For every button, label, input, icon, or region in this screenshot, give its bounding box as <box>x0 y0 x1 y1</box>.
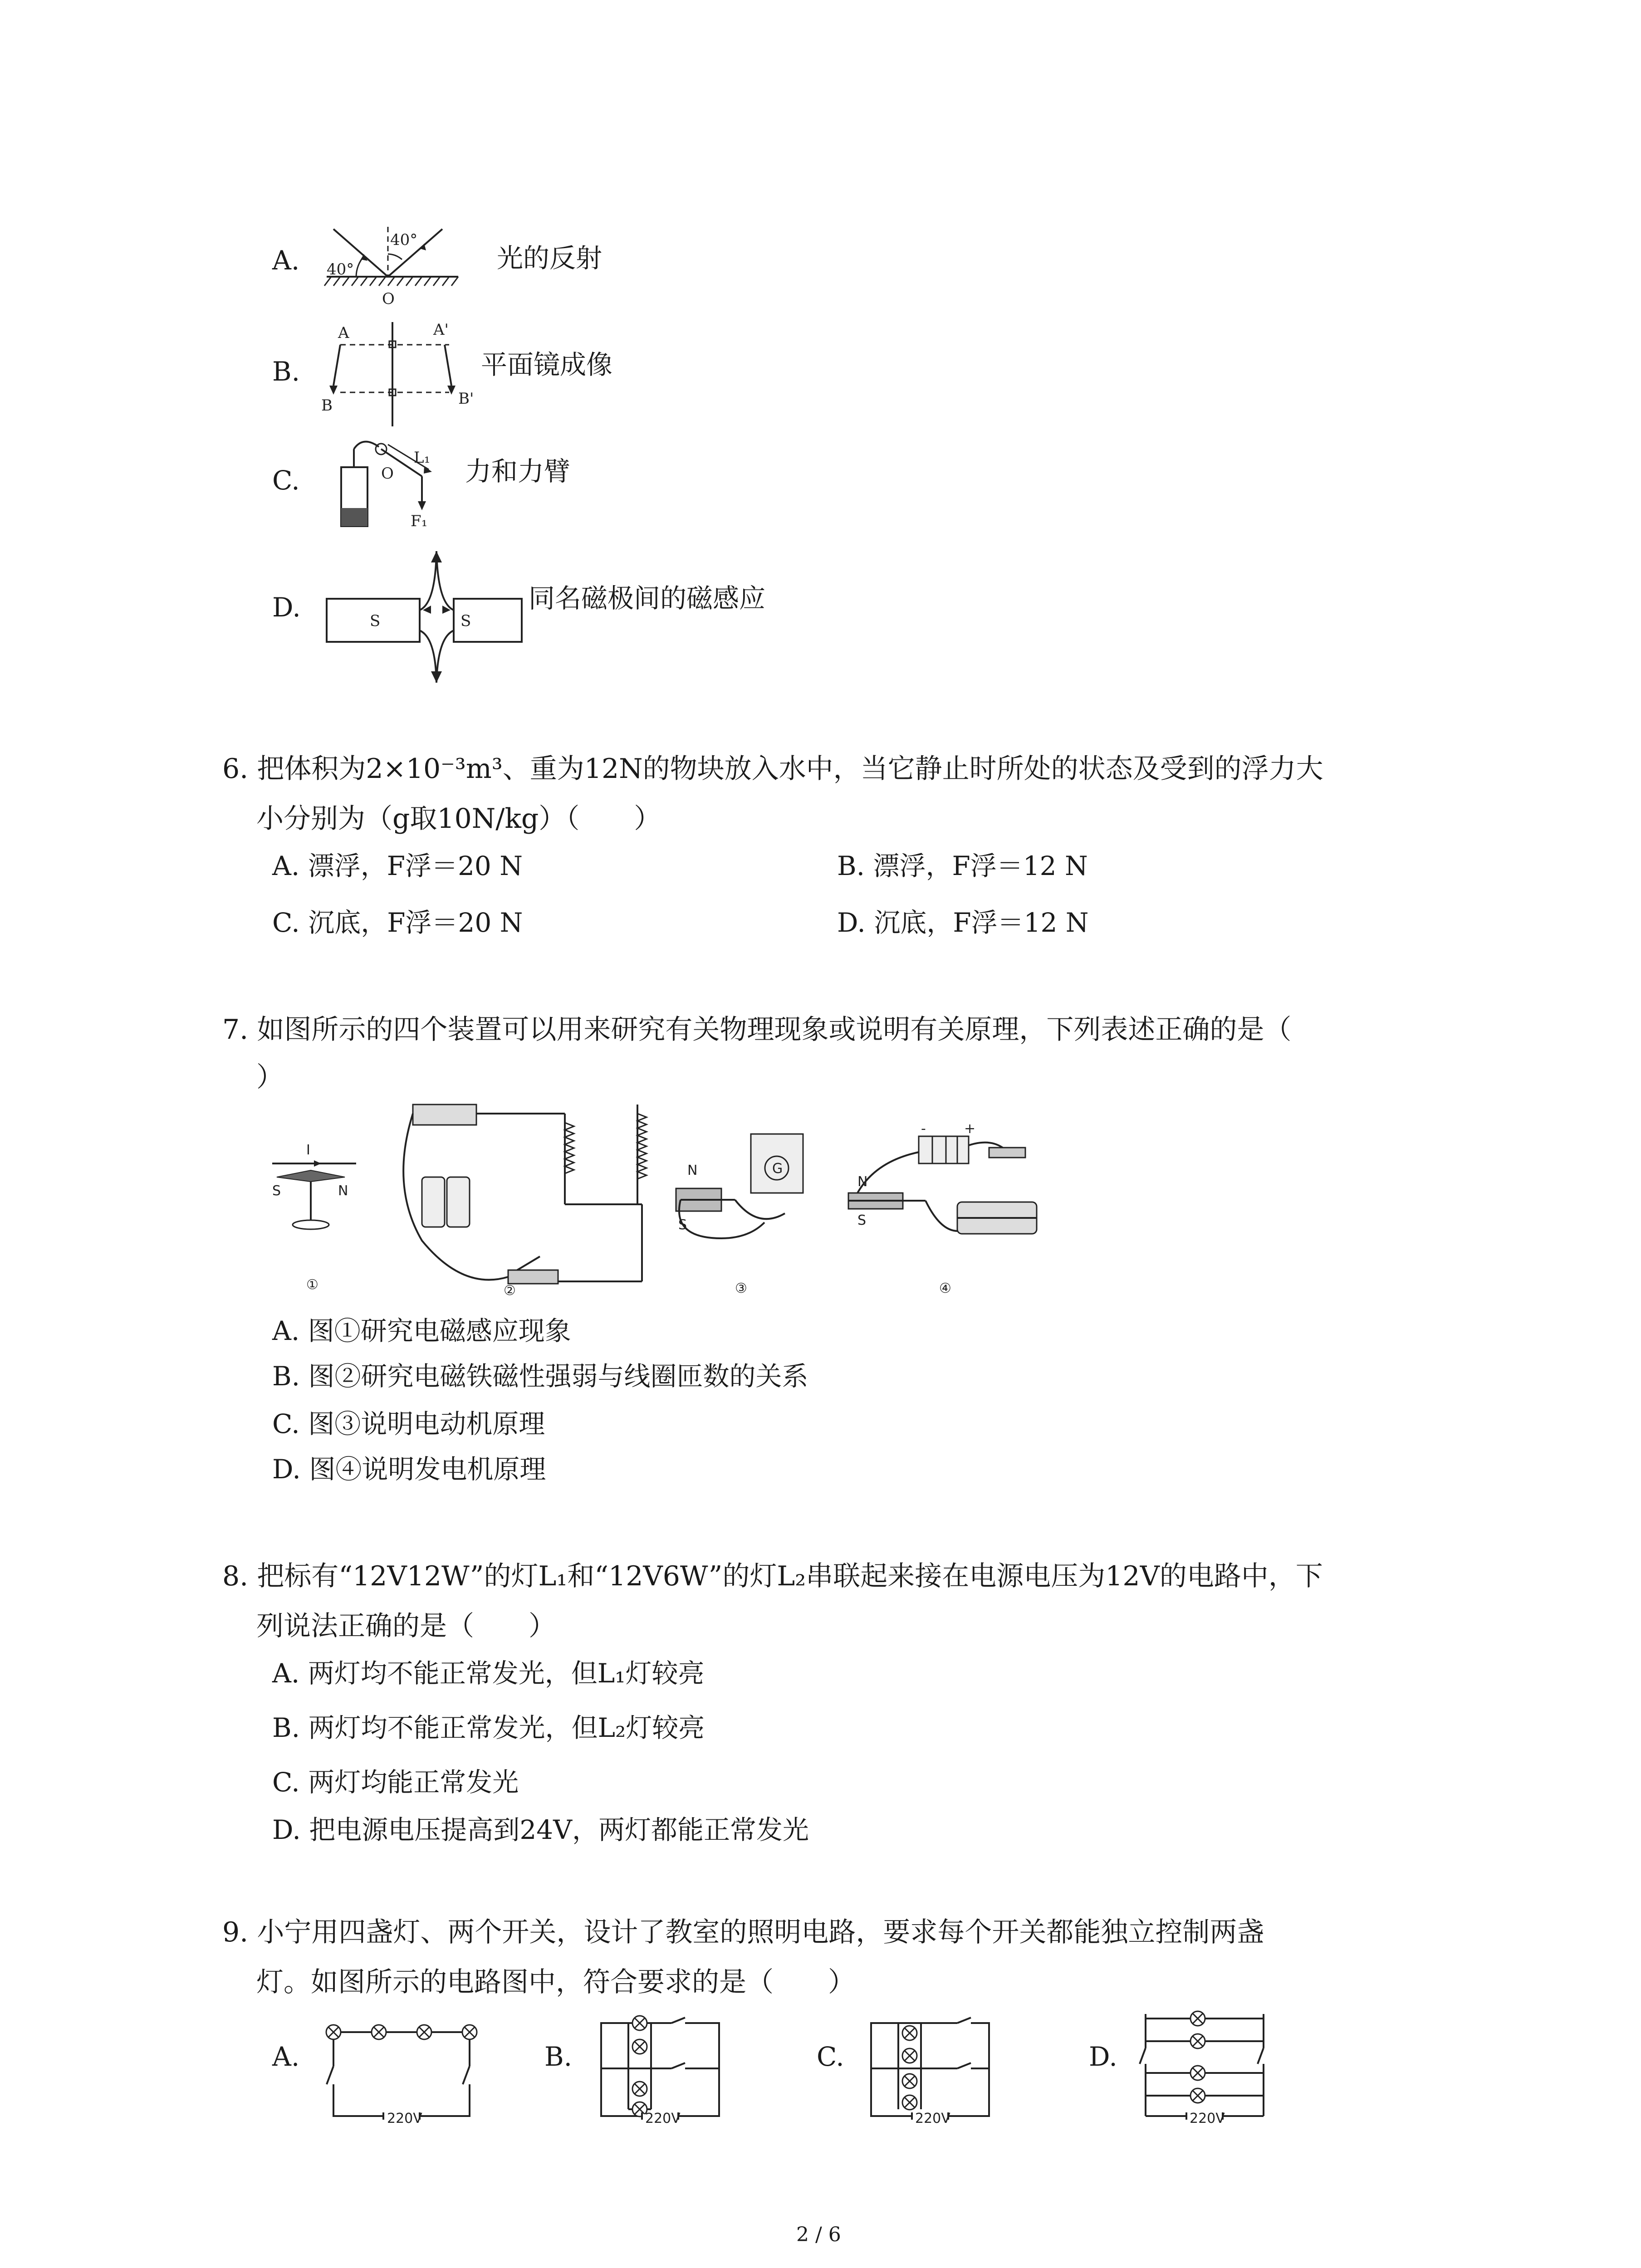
q7-option-a-letter: A. <box>272 1315 300 1346</box>
q7-fig3-label-g: G <box>772 1161 783 1177</box>
q6-option-c[interactable] <box>272 909 523 936</box>
q9-circuit-b <box>594 2005 730 2127</box>
q9-stem-line1: 9. 小宁用四盏灯、两个开关，设计了教室的照明电路，要求每个开关都能独立控制两盏 <box>222 1916 1264 1948</box>
q8-option-c[interactable] <box>272 1767 519 1798</box>
q8-stem-line1: 8. 把标有“12V12W”的灯L₁和“12V6W”的灯L₂串联起来接在电源电压为12V的电路中，下 <box>222 1560 1323 1592</box>
q9-a-voltage: 220V <box>387 2111 422 2126</box>
q6-option-b[interactable] <box>837 850 1088 881</box>
q7-option-b-letter: B. <box>272 1361 300 1392</box>
q6-option-a-letter: A. <box>272 850 300 881</box>
q9-c-voltage: 220V <box>915 2111 950 2126</box>
q6-option-b-text: 漂浮，F浮＝12 N <box>873 850 1088 881</box>
q5-b-label-a: A <box>338 324 349 342</box>
q7-fig4-label-minus: - <box>921 1121 926 1137</box>
q7-fig1-label-n: N <box>338 1183 348 1199</box>
q7-option-d-text: 图④说明发电机原理 <box>309 1454 546 1485</box>
q5-c-label-o: O <box>381 464 394 483</box>
q7-fig1-label-i: I <box>306 1142 310 1158</box>
q5-option-b-text: 平面镜成像 <box>481 349 613 380</box>
q9-circuit-c <box>864 2005 1000 2127</box>
q7-fig1-label-s: S <box>272 1183 281 1199</box>
q9-option-a-letter[interactable]: A. <box>272 2041 300 2072</box>
q9-stem-line2: 灯。如图所示的电路图中，符合要求的是（ ） <box>256 1966 855 1998</box>
q9-circuit-a <box>320 2005 483 2127</box>
q7-fig4-num: ④ <box>939 1281 951 1296</box>
q9-option-d-letter[interactable]: D. <box>1089 2041 1117 2072</box>
q5-option-a-letter: A. <box>272 245 300 276</box>
q5-option-a-figure <box>313 218 476 318</box>
q8-option-a[interactable] <box>272 1658 705 1689</box>
q7-option-c[interactable] <box>272 1408 545 1439</box>
q6-option-d[interactable] <box>837 909 1089 936</box>
q6-stem-line2: 小分别为（g取10N/kg）（ ） <box>256 803 661 835</box>
q7-fig4-label-s: S <box>857 1212 867 1228</box>
q7-option-a-text: 图①研究电磁感应现象 <box>308 1315 571 1346</box>
page-number: 2 / 6 <box>796 2223 841 2246</box>
q6-option-a[interactable] <box>272 850 523 881</box>
q6-option-a-text: 漂浮，F浮＝20 N <box>308 850 523 881</box>
q8-option-c-letter: C. <box>272 1767 300 1798</box>
q6-option-d-letter: D. <box>837 907 866 938</box>
q5-option-d-letter: D. <box>272 592 301 623</box>
q6-stem-line1: 6. 把体积为2×10⁻³m³、重为12N的物块放入水中，当它静止时所处的状态及受到的浮力大 <box>222 753 1323 785</box>
q7-option-b-text: 图②研究电磁铁磁性强弱与线圈匝数的关系 <box>308 1361 808 1392</box>
q7-figure-3 <box>667 1125 817 1297</box>
q7-fig3-num: ③ <box>735 1281 747 1296</box>
q6-option-d-text: 沉底，F浮＝12 N <box>874 907 1089 938</box>
q5-b-label-b: B <box>321 396 333 415</box>
q6-option-c-letter: C. <box>272 907 300 938</box>
q7-stem-line2: ） <box>256 1061 284 1093</box>
q7-option-c-letter: C. <box>272 1408 300 1439</box>
q5-a-point-o: O <box>382 290 395 308</box>
q8-option-d-letter: D. <box>272 1814 301 1845</box>
q7-fig1-num: ① <box>306 1277 318 1293</box>
q7-fig3-label-n: N <box>687 1163 698 1178</box>
q7-fig3-label-s: S <box>678 1217 687 1233</box>
q5-option-c-figure <box>313 435 467 540</box>
q7-option-a[interactable] <box>272 1315 571 1346</box>
q5-c-label-l1: L₁ <box>414 449 431 467</box>
q7-fig2-num: ② <box>504 1283 516 1299</box>
q6-option-c-text: 沉底，F浮＝20 N <box>308 907 523 938</box>
q9-circuit-d <box>1134 2005 1270 2127</box>
q7-figure-1 <box>263 1125 363 1297</box>
q6-option-b-letter: B. <box>837 850 865 881</box>
q5-a-angle-right: 40° <box>390 231 418 249</box>
q7-stem-line1: 7. 如图所示的四个装置可以用来研究有关物理现象或说明有关原理，下列表述正确的是（ <box>222 1014 1292 1046</box>
q8-stem-line2: 列说法正确的是（ ） <box>256 1610 556 1642</box>
q7-fig4-label-plus: + <box>964 1121 976 1137</box>
q7-figure-4 <box>839 1111 1048 1297</box>
q8-option-b-text: 两灯均不能正常发光，但L₂灯较亮 <box>308 1712 705 1743</box>
q5-b-label-b2: B' <box>458 390 474 408</box>
q7-option-d[interactable] <box>272 1454 546 1485</box>
q9-d-voltage: 220V <box>1190 2111 1225 2126</box>
q5-c-label-f1: F₁ <box>411 512 428 530</box>
q5-option-c-text: 力和力臂 <box>465 456 571 487</box>
q8-option-d-text: 把电源电压提高到24V，两灯都能正常发光 <box>309 1814 809 1845</box>
q7-fig4-label-n: N <box>857 1174 868 1190</box>
q5-d-pole-right: S <box>460 612 471 630</box>
q5-d-pole-left: S <box>370 612 381 630</box>
q5-a-angle-left: 40° <box>327 260 354 279</box>
q7-option-b[interactable] <box>272 1361 808 1392</box>
q8-option-d[interactable] <box>272 1814 809 1845</box>
q5-option-b-letter: B. <box>272 356 300 387</box>
q5-option-a-text: 光的反射 <box>497 243 603 274</box>
q9-option-b-letter[interactable]: B. <box>544 2041 573 2072</box>
q8-option-b-letter: B. <box>272 1712 300 1743</box>
q5-option-b-figure <box>313 313 476 431</box>
q5-option-d-figure <box>318 542 526 687</box>
q9-b-voltage: 220V <box>645 2111 681 2126</box>
q7-option-d-letter: D. <box>272 1454 301 1485</box>
q5-option-c-letter: C. <box>272 465 300 496</box>
q5-option-d-text: 同名磁极间的磁感应 <box>529 583 766 614</box>
q8-option-b[interactable] <box>272 1712 705 1743</box>
q8-option-a-letter: A. <box>272 1658 300 1689</box>
q7-figure-2 <box>395 1095 649 1297</box>
q8-option-c-text: 两灯均能正常发光 <box>308 1767 519 1798</box>
q5-b-label-a2: A' <box>433 321 449 339</box>
q7-option-c-text: 图③说明电动机原理 <box>308 1408 545 1439</box>
q9-option-c-letter[interactable]: C. <box>817 2041 844 2072</box>
q8-option-a-text: 两灯均不能正常发光，但L₁灯较亮 <box>308 1658 705 1689</box>
